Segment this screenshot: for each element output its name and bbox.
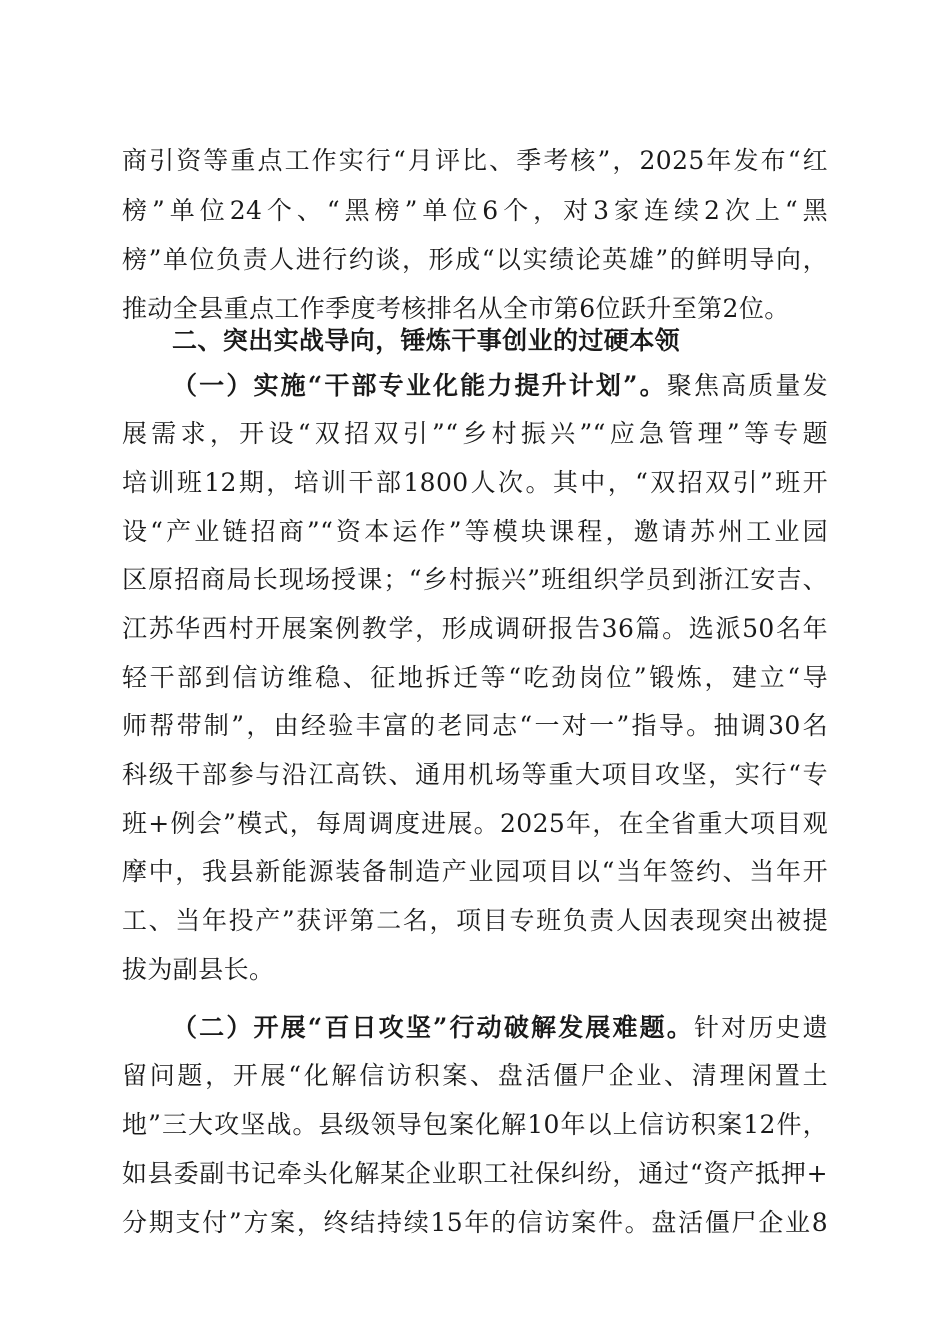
paragraph-line: 江苏华西村开展案例教学，形成调研报告36篇。选派50名年 (122, 614, 828, 643)
paragraph-line: 榜”单位24个、“黑榜”单位6个，对3家连续2次上“黑 (122, 196, 828, 225)
paragraph-line: 培训班12期，培训干部1800人次。其中，“双招双引”班开 (122, 468, 828, 497)
paragraph-line: 轻干部到信访维稳、征地拆迁等“吃劲岗位”锻炼，建立“导 (122, 663, 828, 692)
subsection-text: 针对历史遗 (693, 1013, 828, 1042)
paragraph-line: 地”三大攻坚战。县级领导包案化解10年以上信访积案12件， (122, 1110, 828, 1139)
paragraph-line: 推动全县重点工作季度考核排名从全市第6位跃升至第2位。 (122, 294, 790, 323)
paragraph-line: 区原招商局长现场授课；“乡村振兴”班组织学员到浙江安吉、 (122, 565, 828, 594)
section-heading: 二、突出实战导向，锤炼干事创业的过硬本领 (172, 326, 681, 355)
paragraph-line: 商引资等重点工作实行“月评比、季考核”，2025年发布“红 (122, 146, 828, 175)
subsection-first-line (172, 370, 828, 402)
subsection-title: （一）实施“干部专业化能力提升计划”。 (172, 371, 667, 400)
paragraph-line: 留问题，开展“化解信访积案、盘活僵尸企业、清理闲置土 (122, 1061, 828, 1090)
subsection-first-line (172, 1012, 828, 1044)
subsection-title: （二）开展“百日攻坚”行动破解发展难题。 (172, 1013, 694, 1042)
paragraph-line: 工、当年投产”获评第二名，项目专班负责人因表现突出被提 (122, 906, 828, 935)
paragraph-line: 设“产业链招商”“资本运作”等模块课程，邀请苏州工业园 (122, 517, 828, 546)
paragraph-line: 摩中，我县新能源装备制造产业园项目以“当年签约、当年开 (122, 857, 828, 886)
subsection-text: 聚焦高质量发 (666, 371, 828, 400)
paragraph-line: 榜”单位负责人进行约谈，形成“以实绩论英雄”的鲜明导向， (122, 245, 828, 274)
paragraph-line: 师帮带制”，由经验丰富的老同志“一对一”指导。抽调30名 (122, 711, 828, 740)
paragraph-line: 班+例会”模式，每周调度进展。2025年，在全省重大项目观 (122, 809, 828, 838)
paragraph-line: 拔为副县长。 (122, 955, 275, 984)
paragraph-line: 分期支付”方案，终结持续15年的信访案件。盘活僵尸企业8 (122, 1208, 828, 1237)
paragraph-line: 如县委副书记牵头化解某企业职工社保纠纷，通过“资产抵押+ (122, 1159, 828, 1188)
paragraph-line: 科级干部参与沿江高铁、通用机场等重大项目攻坚，实行“专 (122, 760, 828, 789)
paragraph-line: 展需求，开设“双招双引”“乡村振兴”“应急管理”等专题 (122, 419, 828, 448)
